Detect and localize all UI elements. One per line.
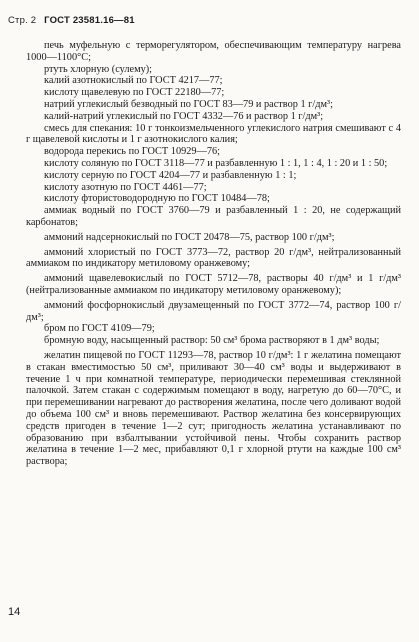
page-header — [8, 15, 135, 26]
list-item: калий-натрий углекислый по ГОСТ 4332—76 и раствор 1 г/дм³; — [44, 110, 324, 122]
list-item: кислоту фтористоводородную по ГОСТ 10484—78; — [44, 193, 270, 205]
list-item: водорода перекись по ГОСТ 10929—76; — [44, 146, 220, 158]
page-number: 14 — [8, 606, 21, 618]
list-item: натрий углекислый безводный по ГОСТ 83—79 и раствор 1 г/дм³; — [44, 98, 333, 110]
list-item: кислоту соляную по ГОСТ 3118—77 и разбавленную 1 : 1, 1 : 4, 1 : 20 и 1 : 50; — [44, 157, 388, 169]
list-item: аммоний надсернокислый по ГОСТ 20478—75, раствор 100 г/дм³; — [44, 231, 335, 243]
list-item: ртуть хлорную (сулему); — [44, 63, 153, 75]
standard-number: ГОСТ 23581.16—81 — [44, 15, 135, 26]
list-item: кислоту серную по ГОСТ 4204—77 и разбавленную 1 : 1; — [44, 169, 297, 181]
reagent-list — [26, 40, 401, 468]
page-label: Стр. 2 — [8, 15, 37, 26]
list-item: аммоний щавелевокислый по ГОСТ 5712—78, растворы 40 г/дм³ и 1 г/дм³ (нейтрализованные аммиаком по индикатору метиловому оранжевому); — [26, 273, 401, 296]
list-item: бромную воду, насыщенный раствор: 50 см³ брома растворяют в 1 дм³ воды; — [44, 335, 380, 347]
list-item: аммоний хлористый по ГОСТ 3773—72, раствор 20 г/дм³, нейтрализованный аммиаком по индикатору метиловому оранжевому; — [26, 246, 401, 270]
list-item: печь муфельную с терморегулятором, обеспечивающим температуру нагрева 1000—1100°С; — [26, 40, 401, 63]
list-item: аммиак водный по ГОСТ 3760—79 и разбавленный 1 : 20, не содержащий карбонатов; — [26, 205, 401, 228]
list-item: смесь для спекания: 10 г тонкоизмельченного углекислого натрия смешивают с 4 г щавелевой кислоты и 1 г азотнокислого калия; — [26, 122, 401, 146]
list-item: желатин пищевой по ГОСТ 11293—78, раствор 10 г/дм³: 1 г желатина помещают в стакан вместимостью 50 см³, приливают 30—40 см³ воды и выдерживают в течение 1 ч при комнатной температуре, периодически перемешивая стеклянной палочкой. Затем стакан с содержимым помещают в воду, нагретую до 60—70°С, и при перемешивании нагревают до растворения желатина, после чего доливают водой до объема 100 см³ и вновь перемешивают. Раствор желатина без консервирующих средств пригоден в течение 1—2 сут; пригодность желатина устанавливают по образованию при взбалтывании устойчивой пены. Чтобы сохранить раствор желатина в течение 1—2 мес, прибавляют 0,1 г хлорной ртути на каждые 100 см³ раствора; — [26, 349, 401, 468]
list-item: калий азотнокислый по ГОСТ 4217—77; — [44, 75, 223, 87]
list-item: кислоту щавелевую по ГОСТ 22180—77; — [44, 87, 225, 99]
list-item: кислоту азотную по ГОСТ 4461—77; — [44, 181, 207, 193]
list-item: аммоний фосфорнокислый двузамещенный по ГОСТ 3772—74, раствор 100 г/дм³; — [26, 299, 401, 323]
list-item: бром по ГОСТ 4109—79; — [44, 323, 155, 335]
